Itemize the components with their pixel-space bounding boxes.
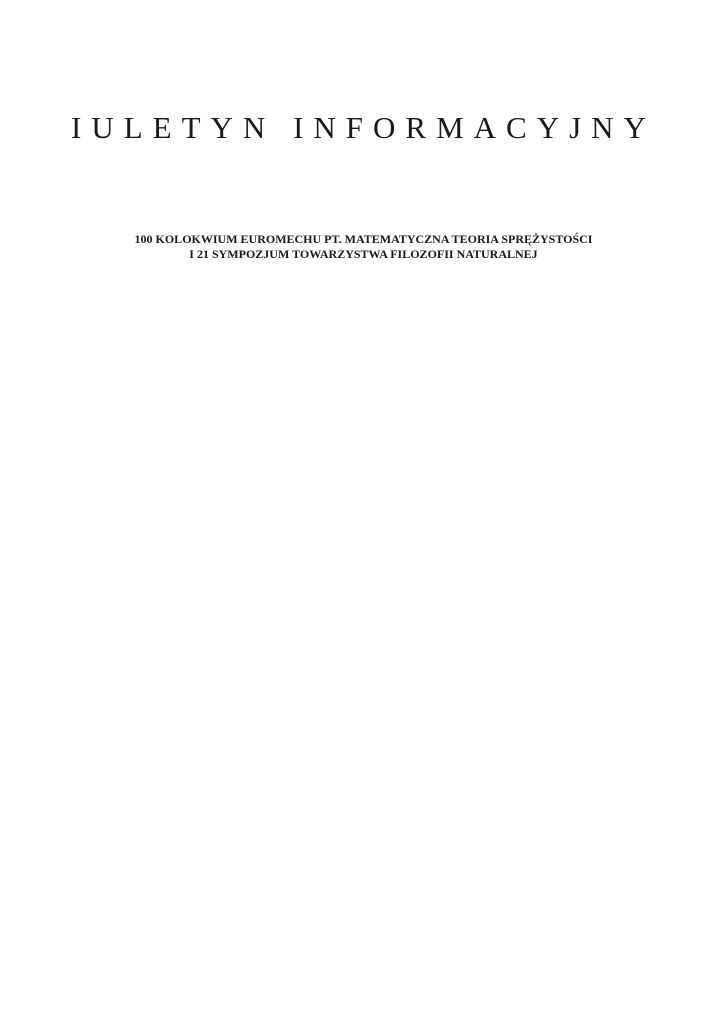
article-title-line-2: I 21 SYMPOZJUM TOWARZYSTWA FILOZOFII NATURALNEJ — [189, 247, 538, 261]
article-title — [0, 232, 727, 262]
article-title-line-1: 100 KOLOKWIUM EUROMECHU PT. MATEMATYCZNA TEORIA SPRĘŻYSTOŚCI — [134, 232, 593, 246]
bulletin-heading: IULETYN INFORMACYJNY — [71, 110, 656, 145]
